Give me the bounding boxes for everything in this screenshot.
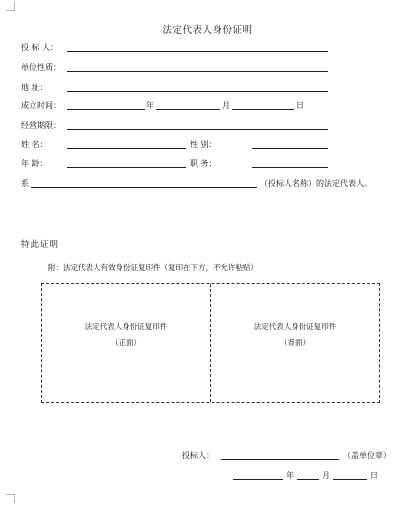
certification-heading: 特此证明	[21, 240, 60, 250]
footer-year-line[interactable]	[233, 479, 283, 480]
position-label: 职 务：	[190, 159, 217, 168]
id-front-side: （正面）	[111, 338, 141, 347]
footer-month-label: 月	[322, 471, 330, 480]
bidder-line[interactable]	[67, 51, 328, 52]
established-day-line[interactable]	[232, 109, 294, 110]
name-label: 姓 名：	[21, 140, 48, 149]
business-term-line[interactable]	[67, 129, 328, 130]
established-label: 成立时间：	[21, 101, 61, 110]
attachment-note: 附：法定代表人有效身份证复印件（复印在下方，不允许粘贴）	[48, 263, 258, 272]
age-line[interactable]	[67, 167, 186, 168]
established-day-label: 日	[296, 101, 304, 110]
footer-bidder-label: 投标人：	[182, 451, 214, 460]
seal-label: （盖单位章）	[343, 451, 391, 460]
id-back-side: （背面）	[280, 338, 310, 347]
is-suffix: （投标人名称）的法定代表人。	[260, 179, 372, 188]
established-month-label: 月	[222, 101, 230, 110]
document-title: 法定代表人身份证明	[162, 25, 253, 36]
established-month-line[interactable]	[156, 109, 220, 110]
id-front-label: 法定代表人身份证复印件	[84, 322, 168, 331]
crop-mark-top-left	[6, 2, 15, 11]
crop-mark-bottom-left	[6, 494, 15, 503]
established-year-line[interactable]	[67, 109, 145, 110]
gender-label: 性 别：	[190, 140, 217, 149]
position-line[interactable]	[252, 167, 328, 168]
id-back-label: 法定代表人身份证复印件	[253, 322, 337, 331]
is-prefix: 系	[21, 179, 29, 188]
footer-bidder-line[interactable]	[221, 459, 339, 460]
footer-month-line[interactable]	[297, 479, 319, 480]
bidder-label: 投 标 人：	[21, 43, 59, 52]
address-label: 地 址：	[21, 83, 48, 92]
unit-nature-label: 单位性质：	[21, 63, 61, 72]
gender-line[interactable]	[252, 148, 328, 149]
footer-day-label: 日	[370, 471, 378, 480]
footer-day-line[interactable]	[333, 479, 367, 480]
address-line[interactable]	[67, 91, 328, 92]
established-year-label: 年	[146, 101, 154, 110]
business-term-label: 经营期限：	[21, 121, 61, 130]
age-label: 年 龄：	[21, 159, 48, 168]
footer-year-label: 年	[286, 471, 294, 480]
unit-nature-line[interactable]	[67, 71, 328, 72]
bidder-name-line[interactable]	[31, 187, 257, 188]
name-line[interactable]	[67, 148, 186, 149]
